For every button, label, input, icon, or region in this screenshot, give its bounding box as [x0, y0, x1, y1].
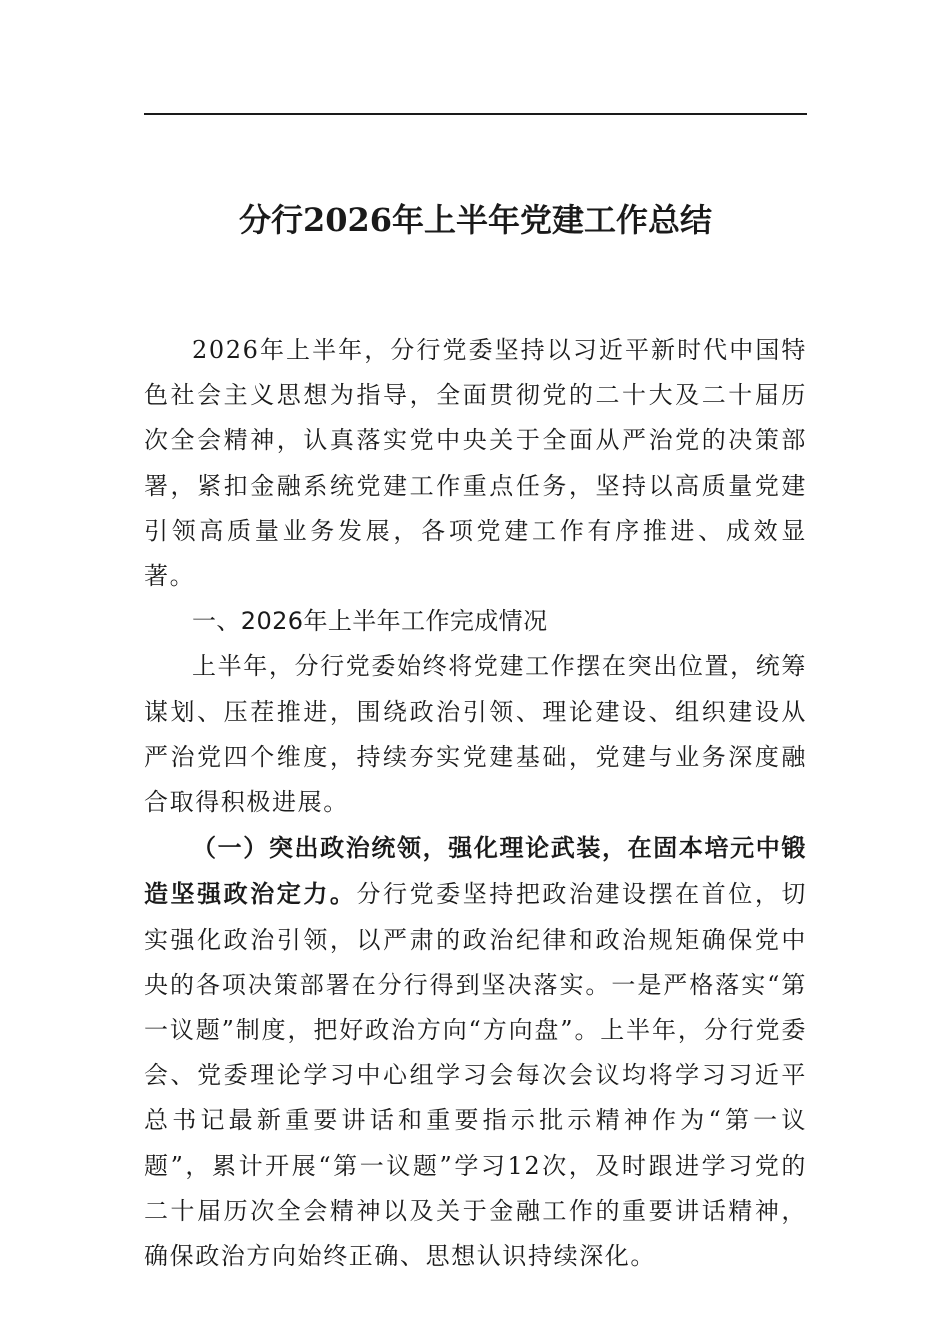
- intro-paragraph: 2026年上半年，分行党委坚持以习近平新时代中国特色社会主义思想为指导，全面贯彻党的二十大及二十届历次全会精神，认真落实党中央关于全面从严治党的决策部署，紧扣金融系统党建工作重点任务，坚持以高质量党建引领高质量业务发展，各项党建工作有序推进、成效显著。: [144, 336, 807, 591]
- section-heading: 一、2026年上半年工作完成情况: [192, 607, 548, 636]
- document-body: [144, 328, 807, 1279]
- subsection-body: 分行党委坚持把政治建设摆在首位，切实强化政治引领，以严肃的政治纪律和政治规矩确保党中央的各项决策部署在分行得到坚决落实。一是严格落实“第一议题”制度，把好政治方向“方向盘”。上半年，分行党委会、党委理论学习中心组学习会每次会议均将学习习近平总书记最新重要讲话和重要指示批示精神作为“第一议题”，累计开展“第一议题”学习12次，及时跟进学习党的二十届历次全会精神以及关于金融工作的重要讲话精神，确保政治方向始终正确、思想认识持续深化。: [144, 880, 807, 1271]
- subsection-paragraph: [144, 825, 807, 1279]
- document-title: 分行2026年上半年党建工作总结: [238, 201, 713, 239]
- header-rule: [144, 113, 807, 115]
- subsection-lead: （一）突出政治统领，强化理论武装，在固本培元中锻造坚强政治定力。: [144, 833, 807, 909]
- section-overview-paragraph: 上半年，分行党委始终将党建工作摆在突出位置，统筹谋划、压茬推进，围绕政治引领、理论建设、组织建设从严治党四个维度，持续夯实党建基础，党建与业务深度融合取得积极进展。: [144, 652, 807, 817]
